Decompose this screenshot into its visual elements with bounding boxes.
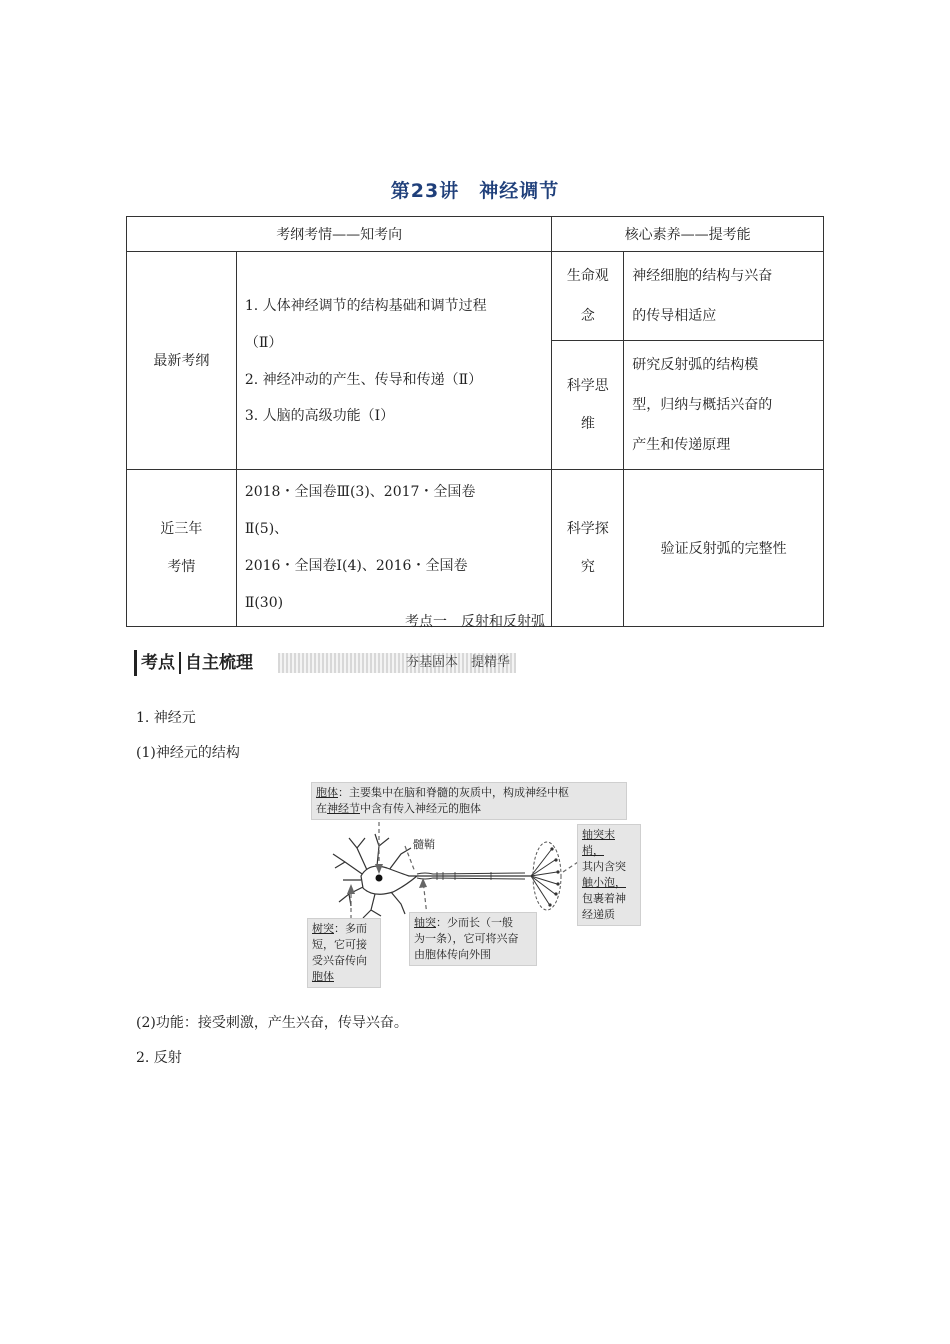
table-header-left: 考纲考情——知考向 [127, 217, 552, 252]
neuron-diagram [305, 776, 645, 996]
paragraph: (2)功能：接受刺激，产生兴奋，传导兴奋。 [136, 1015, 408, 1031]
nucleus [376, 875, 383, 882]
syllabus-item: （Ⅱ） [244, 335, 283, 351]
literacy-name: 生命观 念 [552, 252, 624, 341]
literacy-desc: 神经细胞的结构与兴奋 的传导相适应 [624, 252, 824, 341]
cell-body-callout: 胞体：主要集中在脑和脊髓的灰质中，构成神经中枢 在神经节中含有传入神经元的胞体 [311, 782, 627, 820]
literacy-name: 科学探 究 [552, 470, 624, 627]
literacy-name: 科学思 维 [552, 341, 624, 470]
paragraph: 1. 神经元 [136, 710, 196, 726]
literacy-desc: 研究反射弧的结构模 型，归纳与概括兴奋的 产生和传递原理 [624, 341, 824, 470]
dendrite-callout: 树突：多而 短，它可接 受兴奋传向 胞体 [307, 918, 381, 988]
page-title: 第23讲 神经调节 [390, 180, 560, 202]
exam-item: 2016・全国卷Ⅰ(4)、2016・全国卷 [244, 558, 468, 574]
cell-body [361, 866, 417, 894]
paragraph: (1)神经元的结构 [136, 745, 240, 761]
syllabus-items [236, 252, 552, 470]
row-label-syllabus: 最新考纲 [127, 252, 237, 470]
syllabus-item: 1. 人体神经调节的结构基础和调节过程 [244, 298, 487, 314]
exam-item: Ⅱ(5)、 [244, 521, 289, 537]
section-title: 考点一 反射和反射弧 [405, 614, 545, 630]
syllabus-table [126, 216, 824, 627]
section-banner [134, 650, 518, 676]
syllabus-item: 3. 人脑的高级功能（Ⅰ） [244, 408, 395, 424]
axon-terminal-callout: 轴突末梢， 其内含突 触小泡， 包裹着神 经递质 [577, 824, 641, 926]
banner-tag: 考点 自主梳理 [134, 650, 253, 676]
exam-item: Ⅱ(30) [244, 595, 284, 611]
literacy-desc: 验证反射弧的完整性 [624, 470, 824, 627]
syllabus-item: 2. 神经冲动的产生、传导和传递（Ⅱ） [244, 372, 483, 388]
table-header-right: 核心素养——提考能 [552, 217, 824, 252]
row-label-exams: 近三年 考情 [127, 470, 237, 627]
myelin-label: 髓鞘 [413, 838, 435, 851]
exam-item: 2018・全国卷Ⅲ(3)、2017・全国卷 [244, 484, 476, 500]
divider [179, 652, 181, 674]
banner-slogan: 夯基固本 提精华 [278, 653, 516, 673]
exam-items [236, 470, 552, 627]
paragraph: 2. 反射 [136, 1050, 182, 1066]
axon-callout: 轴突：少而长（一般 为一条），它可将兴奋 由胞体传向外围 [409, 912, 537, 966]
